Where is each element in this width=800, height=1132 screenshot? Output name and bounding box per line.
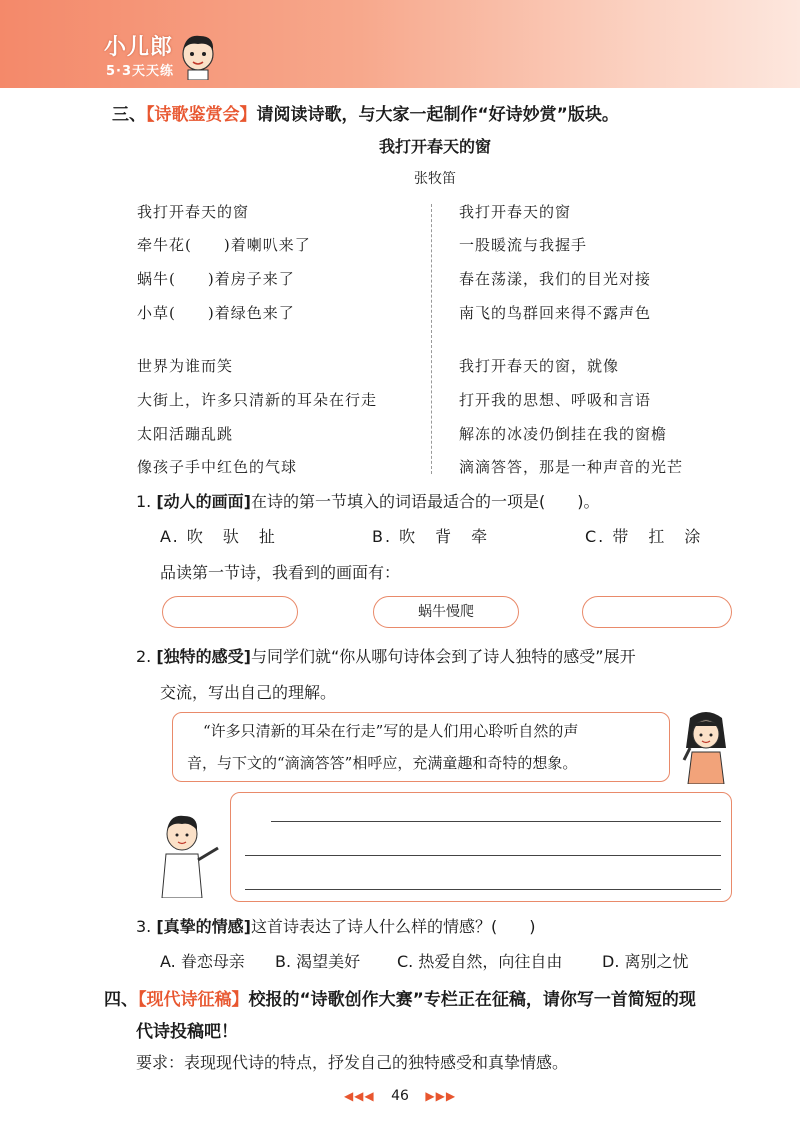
boy-figure-icon xyxy=(156,808,226,898)
brand-subtitle: 5·3天天练 xyxy=(106,64,175,79)
poem-line: 我打开春天的窗，就像 xyxy=(459,357,620,375)
q1-option-a[interactable]: A. 吹 驮 扯 xyxy=(160,527,277,546)
section4-heading xyxy=(104,985,696,1010)
q2-text-continued: 交流，写出自己的理解。 xyxy=(160,683,337,702)
q2-text: 与同学们就“你从哪句诗体会到了诗人独特的感受”展开 xyxy=(251,647,636,666)
question-1 xyxy=(136,489,600,512)
picture-answer-box-3[interactable] xyxy=(582,596,732,628)
poem-author: 张牧笛 xyxy=(414,171,456,187)
section3-tag: 【诗歌鉴赏会】 xyxy=(146,105,257,125)
q1-text: 在诗的第一节填入的词语最适合的一项是( )。 xyxy=(251,492,600,511)
boy-mascot-icon xyxy=(176,30,220,80)
q3-number: 3. xyxy=(136,917,152,936)
section3-heading xyxy=(112,100,619,125)
example-answer-line: “许多只清新的耳朵在行走”写的是人们用心聆听自然的声 xyxy=(203,722,579,740)
section3-instruction: 请阅读诗歌，与大家一起制作“好诗妙赏”版块。 xyxy=(256,105,619,125)
poem-column-divider xyxy=(431,204,432,474)
right-arrows-icon: ▶▶▶ xyxy=(425,1089,457,1103)
q3-tag: [真挚的情感] xyxy=(156,917,251,936)
section3-number: 三、 xyxy=(112,105,146,125)
q3-option-a[interactable]: A. 眷恋母亲 xyxy=(160,952,245,971)
section4-number: 四、 xyxy=(104,990,138,1010)
poem-line: 小草( )着绿色来了 xyxy=(137,304,295,322)
q3-option-c[interactable]: C. 热爱自然，向往自由 xyxy=(397,952,563,971)
left-arrows-icon: ◀◀◀ xyxy=(343,1089,375,1103)
page-footer xyxy=(0,1088,800,1104)
q1-tag: [动人的画面] xyxy=(156,492,251,511)
poem-line: 大街上，许多只清新的耳朵在行走 xyxy=(137,391,378,409)
poem-line: 世界为谁而笑 xyxy=(137,357,234,375)
question-3 xyxy=(136,914,536,937)
q1-number: 1. xyxy=(136,492,152,511)
poem-line: 滴滴答答，那是一种声音的光芒 xyxy=(459,458,684,476)
poem-line: 南飞的鸟群回来得不露声色 xyxy=(459,304,652,322)
section4-instruction-continued: 代诗投稿吧！ xyxy=(136,1022,238,1042)
q3-option-d[interactable]: D. 离别之忧 xyxy=(602,952,689,971)
page-number: 46 xyxy=(391,1088,409,1104)
brand-logo: 小儿郎 xyxy=(104,35,174,60)
q1-prompt: 品读第一节诗，我看到的画面有： xyxy=(160,563,401,582)
picture-answer-box-1[interactable] xyxy=(162,596,298,628)
poem-line: 蜗牛( )着房子来了 xyxy=(137,270,295,288)
poem-line: 春在荡漾，我们的目光对接 xyxy=(459,270,652,288)
q1-option-c[interactable]: C. 带 扛 涂 xyxy=(585,527,703,546)
example-speech-bubble xyxy=(172,712,670,782)
poem-line: 我打开春天的窗 xyxy=(459,203,572,221)
poem-line: 牵牛花( )着喇叭来了 xyxy=(137,236,311,254)
section4-tag: 【现代诗征稿】 xyxy=(138,990,249,1010)
answer-line[interactable] xyxy=(245,855,721,856)
answer-speech-bubble[interactable] xyxy=(230,792,732,902)
girl-figure-icon xyxy=(676,708,736,784)
poem-line: 我打开春天的窗 xyxy=(137,203,250,221)
poem-title: 我打开春天的窗 xyxy=(378,137,491,156)
poem-line: 打开我的思想、呼吸和言语 xyxy=(459,391,652,409)
question-2 xyxy=(136,644,636,667)
answer-line[interactable] xyxy=(245,889,721,890)
poem-line: 解冻的冰凌仍倒挂在我的窗檐 xyxy=(459,425,668,443)
example-answer-line: 音，与下文的“滴滴答答”相呼应，充满童趣和奇特的想象。 xyxy=(187,754,578,772)
picture-example-box: 蜗牛慢爬 xyxy=(373,596,519,628)
poem-line: 一股暖流与我握手 xyxy=(459,236,588,254)
q1-option-b[interactable]: B. 吹 背 牵 xyxy=(372,527,490,546)
section4-requirement: 要求：表现现代诗的特点，抒发自己的独特感受和真挚情感。 xyxy=(136,1053,569,1072)
q3-option-b[interactable]: B. 渴望美好 xyxy=(275,952,361,971)
poem-line: 太阳活蹦乱跳 xyxy=(137,425,234,443)
poem-line: 像孩子手中红色的气球 xyxy=(137,458,298,476)
q3-text: 这首诗表达了诗人什么样的情感？( ) xyxy=(251,917,536,936)
q2-tag: [独特的感受] xyxy=(156,647,251,666)
section4-instruction: 校报的“诗歌创作大赛”专栏正在征稿，请你写一首简短的现 xyxy=(248,990,696,1010)
q2-number: 2. xyxy=(136,647,152,666)
answer-line[interactable] xyxy=(271,821,721,822)
